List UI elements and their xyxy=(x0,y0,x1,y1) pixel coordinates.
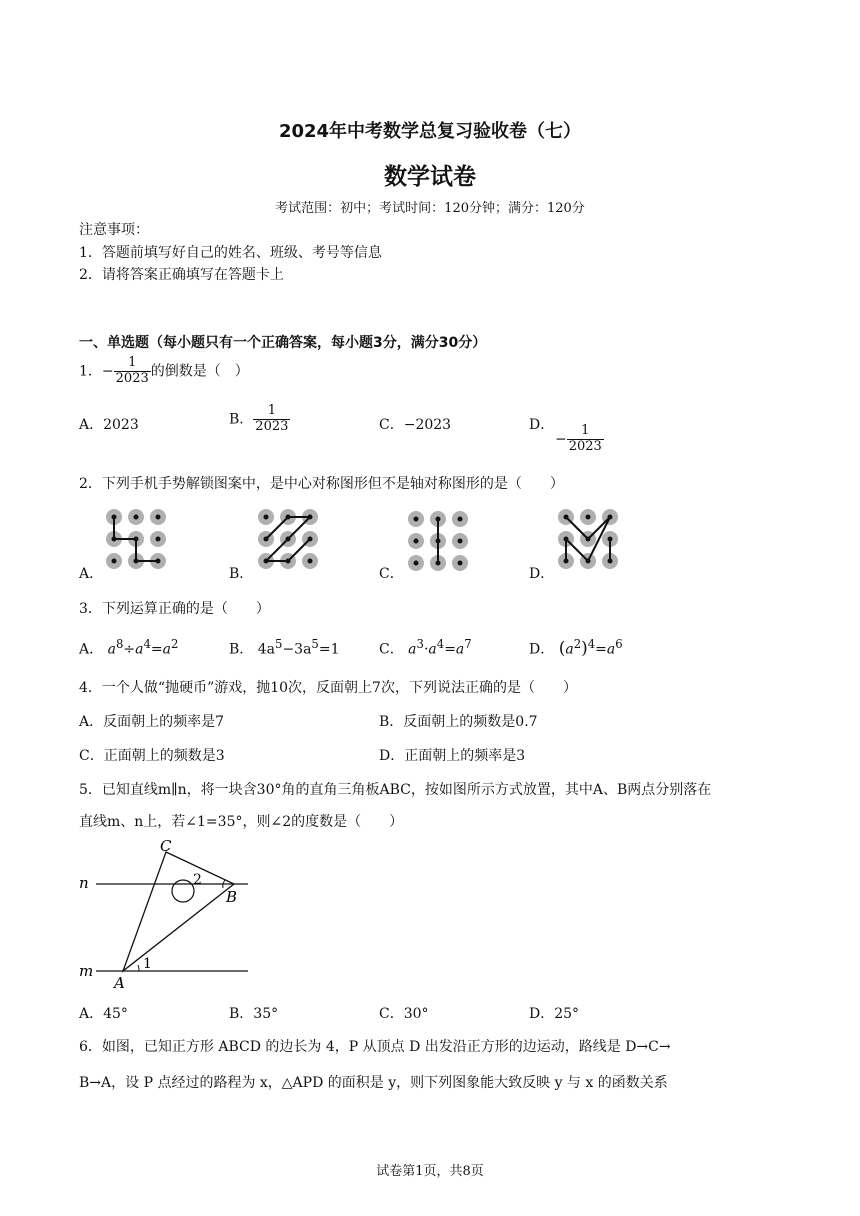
q3-c-eq: = xyxy=(444,641,456,658)
q4-option-d: D．正面朝上的频率是3 xyxy=(379,748,526,764)
q1-frac-num: 1 xyxy=(128,355,137,370)
q2-label-a: A． xyxy=(79,566,104,582)
q3-d-base1: a xyxy=(565,641,574,658)
q1-option-b xyxy=(229,404,290,435)
unlock-pattern-a xyxy=(100,505,172,577)
q3-b-exp2: 5 xyxy=(311,637,319,651)
q1-option-d-label: D． xyxy=(529,417,555,433)
q3-b-term2: −3a xyxy=(282,641,312,658)
q3-b-exp1: 5 xyxy=(275,637,283,651)
triangle-figure xyxy=(76,836,256,992)
q3-a-exp1: 8 xyxy=(115,637,124,651)
q2-label-d: D． xyxy=(529,566,555,582)
q3-option-c xyxy=(379,637,472,659)
notes-item-2: 2．请将答案正确填写在答题卡上 xyxy=(79,267,284,283)
q3-a-eq: = xyxy=(150,641,163,658)
q3-d-base3: a xyxy=(606,641,616,658)
q3-d-eq: = xyxy=(595,641,607,658)
q4-option-a: A．反面朝上的频率是7 xyxy=(79,714,225,730)
q3-a-label: A． xyxy=(79,641,104,658)
page-footer: 试卷第1页，共8页 xyxy=(376,1164,484,1179)
q3-option-a xyxy=(79,637,178,659)
q5-option-b: B．35° xyxy=(229,1006,279,1022)
q3-d-rparen: ) xyxy=(581,638,588,659)
notes-heading: 注意事项： xyxy=(79,222,149,238)
exam-title: 2024年中考数学总复习验收卷（七） xyxy=(278,121,582,142)
question-2: 2．下列手机手势解锁图案中，是中心对称图形但不是轴对称图形的是（ ） xyxy=(79,476,564,492)
q1-option-d xyxy=(555,424,604,455)
exam-subtitle: 数学试卷 xyxy=(384,164,476,190)
decorative-circle xyxy=(172,880,194,902)
notes-item-1: 1．答题前填写好自己的姓名、班级、考号等信息 xyxy=(79,245,382,261)
unlock-pattern-c xyxy=(402,507,474,579)
q2-label-c: C． xyxy=(379,566,404,582)
q3-a-exp3: 2 xyxy=(170,637,179,651)
q1-d-den: 2023 xyxy=(568,438,602,454)
q1-option-a: A．2023 xyxy=(79,417,139,433)
question-6-line-2: B→A，设 P 点经过的路程为 x，△APD 的面积是 y，则下列图象能大致反映 y 与 x 的函数关系 xyxy=(79,1075,668,1091)
triangle-abc xyxy=(123,852,234,971)
question-4: 4．一个人做“抛硬币”游戏，抛10次，反面朝上7次，下列说法正确的是（ ） xyxy=(79,680,577,696)
q1-stem: 的倒数是（ ） xyxy=(150,363,249,380)
q3-a-base2: a xyxy=(135,641,144,658)
label-n: n xyxy=(79,874,89,892)
q1-number: 1． xyxy=(79,363,102,380)
question-5-line-1: 5．已知直线m∥n，将一块含30°角的直角三角板ABC，按如图所示方式放置，其中A、B两点分别落在 xyxy=(79,782,712,798)
label-c: C xyxy=(160,837,172,855)
q2-label-b: B． xyxy=(229,566,254,582)
angle-1-arc xyxy=(138,965,139,971)
label-m: m xyxy=(79,962,94,980)
q1-d-sign: − xyxy=(555,431,567,448)
q3-c-base1: a xyxy=(408,641,417,658)
q3-d-exp1: 2 xyxy=(573,637,582,651)
q1-fraction xyxy=(114,356,151,387)
q1-frac-den: 2023 xyxy=(115,370,149,386)
q3-d-exp2: 4 xyxy=(587,637,596,651)
exam-info: 考试范围：初中；考试时间：120分钟；满分：120分 xyxy=(275,201,585,216)
q3-a-base1: a xyxy=(107,641,116,658)
q1-b-label: B． xyxy=(229,411,254,428)
q3-a-op: ÷ xyxy=(123,641,136,658)
q3-c-exp1: 3 xyxy=(416,637,424,651)
label-b: B xyxy=(226,888,238,906)
q3-option-b xyxy=(229,637,339,659)
unlock-pattern-d xyxy=(552,505,624,577)
label-angle-1: 1 xyxy=(143,956,152,972)
q1-b-den: 2023 xyxy=(255,418,289,434)
q1-d-num: 1 xyxy=(581,423,590,438)
q5-option-c: C．30° xyxy=(379,1006,429,1022)
q3-d-exp3: 6 xyxy=(615,637,623,651)
label-angle-2: 2 xyxy=(193,872,202,888)
question-1 xyxy=(79,356,249,387)
question-6-line-1: 6．如图，已知正方形 ABCD 的边长为 4，P 从顶点 D 出发沿正方形的边运动，路线是 D→C→ xyxy=(79,1039,671,1055)
label-a: A xyxy=(114,974,125,992)
question-3: 3．下列运算正确的是（ ） xyxy=(79,601,270,617)
question-5-line-2: 直线m、n上，若∠1=35°，则∠2的度数是（ ） xyxy=(79,814,404,830)
q4-option-c: C．正面朝上的频数是3 xyxy=(79,748,225,764)
q3-b-label: B． xyxy=(229,641,254,658)
q3-b-term1: 4a xyxy=(257,641,276,658)
q3-a-base3: a xyxy=(162,641,171,658)
q4-option-b: B．反面朝上的频数是0.7 xyxy=(379,714,538,730)
q3-d-lparen: ( xyxy=(558,638,566,659)
q5-option-d: D．25° xyxy=(529,1006,580,1022)
q1-b-num: 1 xyxy=(267,403,276,418)
q3-c-exp2: 4 xyxy=(436,637,445,651)
q1-d-fraction xyxy=(567,424,604,455)
q3-c-base3: a xyxy=(455,641,465,658)
q3-d-label: D． xyxy=(529,641,555,658)
q5-option-a: A．45° xyxy=(79,1006,128,1022)
q3-c-base2: a xyxy=(428,641,437,658)
q1-b-fraction xyxy=(253,404,290,435)
q3-c-exp3: 7 xyxy=(464,637,472,651)
q3-c-label: C． xyxy=(379,641,404,658)
q3-option-d xyxy=(529,637,623,659)
q1-sign: − xyxy=(101,363,114,380)
q3-a-exp2: 4 xyxy=(143,637,151,651)
section-heading: 一、单选题（每小题只有一个正确答案，每小题3分，满分30分） xyxy=(79,335,487,351)
q1-option-c: C．−2023 xyxy=(379,417,452,433)
q3-c-op: · xyxy=(423,641,429,658)
q3-b-rhs: =1 xyxy=(318,641,340,658)
unlock-pattern-b xyxy=(252,505,324,577)
